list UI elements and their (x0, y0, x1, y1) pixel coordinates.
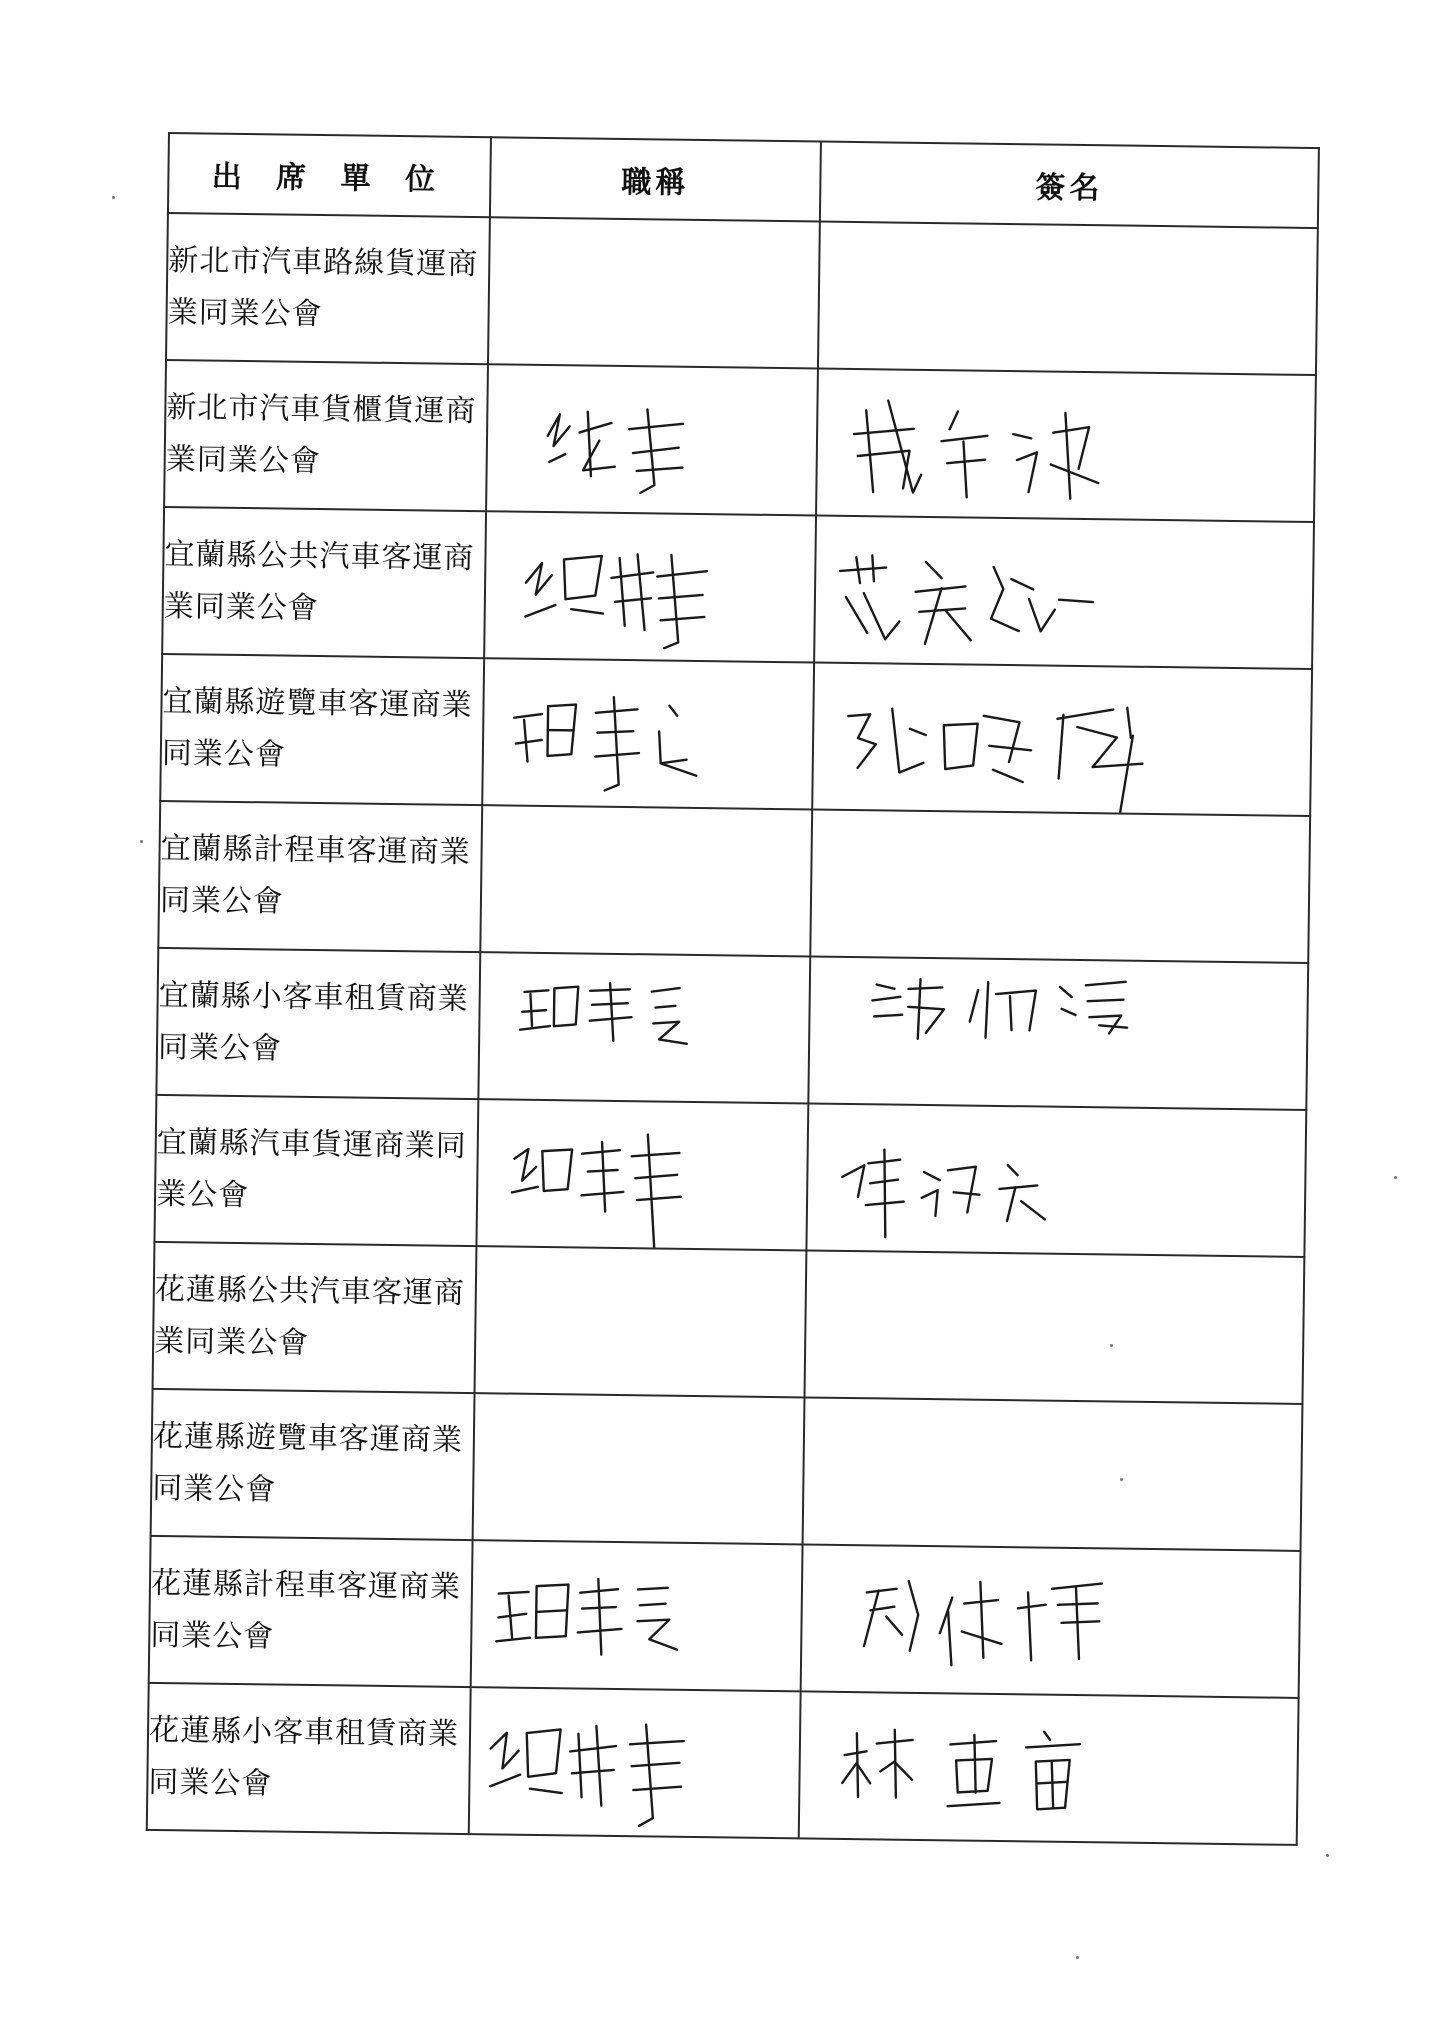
table-row (151, 1389, 1303, 1551)
title-cell (480, 805, 812, 956)
table-row (166, 213, 1318, 375)
title-cell (484, 511, 816, 662)
table-row (149, 1536, 1301, 1698)
handwritten-signature (817, 370, 1315, 521)
signature-cell (801, 1544, 1301, 1698)
title-cell (471, 1540, 803, 1691)
unit-cell: 宜蘭縣遊覽車客運商業同業公會 (160, 654, 484, 805)
scan-speck (1110, 1344, 1113, 1347)
scan-speck (140, 840, 143, 843)
title-cell (482, 658, 814, 809)
signature-cell (810, 809, 1310, 963)
unit-cell: 花蓮縣遊覽車客運商業同業公會 (151, 1389, 475, 1540)
scan-speck (1076, 1956, 1079, 1959)
title-cell (469, 1687, 801, 1838)
unit-cell: 花蓮縣小客車租賃商業同業公會 (147, 1683, 471, 1834)
header-title: 職稱 (490, 137, 821, 221)
title-cell (486, 364, 818, 515)
handwritten-signature (802, 1545, 1300, 1696)
handwritten-signature (815, 517, 1313, 668)
signature-cell (812, 663, 1312, 817)
title-cell (475, 1246, 807, 1397)
signature-cell (799, 1691, 1299, 1845)
scan-speck (1326, 1854, 1329, 1857)
unit-cell: 新北市汽車貨櫃貨運商業同業公會 (164, 360, 488, 511)
signature-cell (808, 956, 1308, 1110)
handwritten-title (479, 953, 809, 1102)
handwritten-title (470, 1688, 800, 1837)
unit-cell: 宜蘭縣小客車租賃商業同業公會 (156, 948, 480, 1099)
table-row (162, 507, 1314, 669)
handwritten-title (477, 1100, 807, 1249)
signature-cell (816, 369, 1316, 523)
handwritten-signature (807, 1104, 1305, 1255)
scan-speck (1394, 1176, 1397, 1179)
table-row (160, 654, 1312, 816)
title-cell (476, 1099, 808, 1250)
unit-cell: 宜蘭縣計程車客運商業同業公會 (158, 801, 482, 952)
handwritten-signature (813, 664, 1311, 815)
handwritten-signature (809, 957, 1307, 1108)
table-row (156, 948, 1308, 1110)
signature-cell (803, 1397, 1303, 1551)
header-unit: 出 席 單 位 (168, 133, 491, 217)
handwritten-title (487, 365, 817, 514)
title-cell (488, 217, 820, 368)
handwritten-title (483, 659, 813, 808)
signature-cell (804, 1250, 1304, 1404)
table-row (153, 1242, 1305, 1404)
signature-cell (806, 1103, 1306, 1257)
handwritten-title (485, 512, 815, 661)
unit-cell: 宜蘭縣汽車貨運商業同業公會 (154, 1095, 478, 1246)
table-row (147, 1683, 1299, 1845)
table-row (154, 1095, 1306, 1257)
table-row (164, 360, 1316, 522)
unit-cell: 花蓮縣計程車客運商業同業公會 (149, 1536, 473, 1687)
signature-cell (818, 222, 1318, 376)
unit-cell: 新北市汽車路線貨運商業同業公會 (166, 213, 490, 364)
header-row (168, 133, 1319, 228)
title-cell (473, 1393, 805, 1544)
scan-speck (1120, 1478, 1123, 1481)
unit-cell: 宜蘭縣公共汽車客運商業同業公會 (162, 507, 486, 658)
attendance-table (146, 132, 1320, 1846)
handwritten-signature (800, 1692, 1298, 1843)
signature-cell (814, 516, 1314, 670)
unit-cell: 花蓮縣公共汽車客運商業同業公會 (153, 1242, 477, 1393)
scan-speck (112, 196, 115, 199)
handwritten-title (472, 1541, 802, 1690)
title-cell (478, 952, 810, 1103)
table-row (158, 801, 1310, 963)
header-signature: 簽名 (820, 142, 1319, 229)
